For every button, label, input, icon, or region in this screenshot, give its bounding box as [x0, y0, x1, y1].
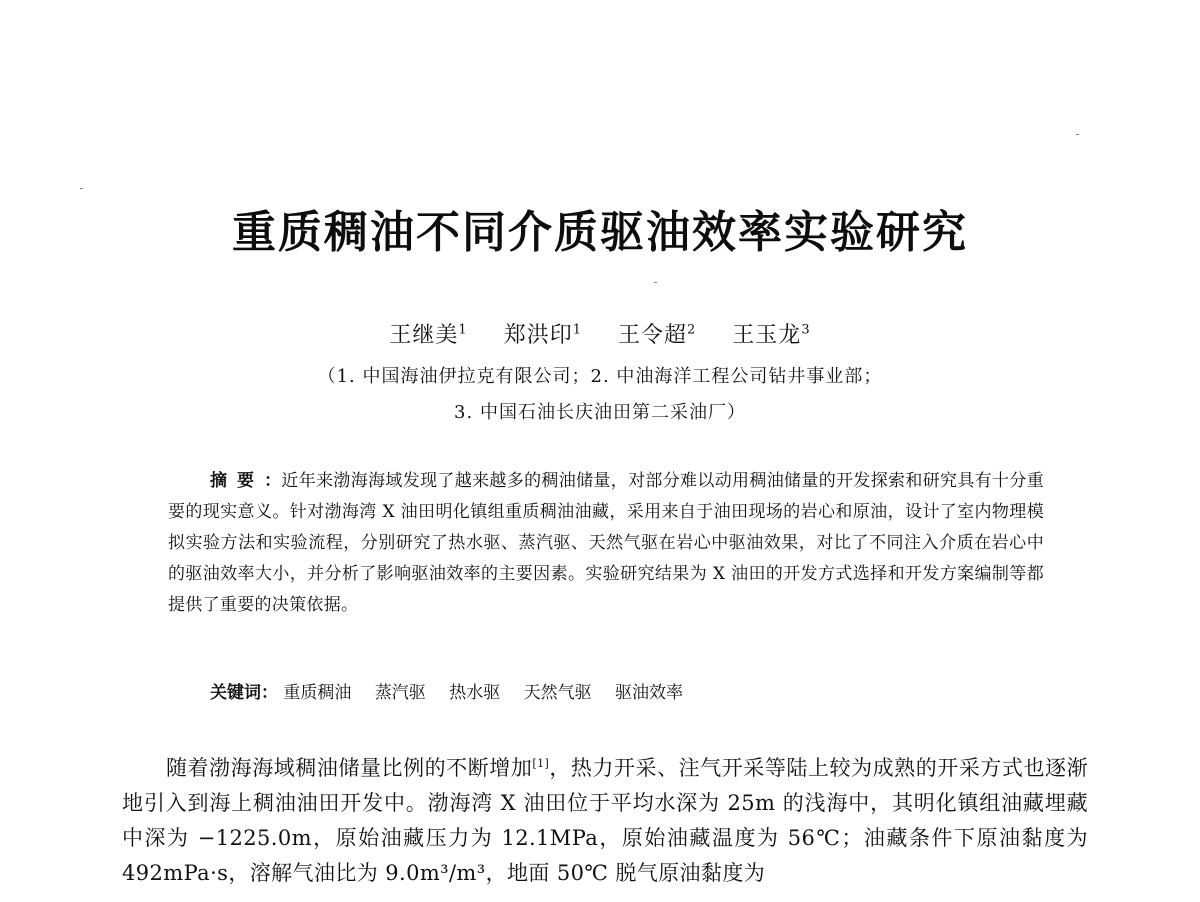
author: 王玉龙$^3$: [732, 322, 811, 348]
body-paragraph: [122, 746, 1088, 891]
keyword: 重质稠油: [283, 683, 352, 703]
author: 王继美$^1$: [389, 322, 468, 348]
author: 王令超$^2$: [618, 322, 697, 348]
keywords-label: 关键词：: [210, 683, 278, 703]
keyword: 驱油效率: [615, 683, 684, 703]
paper-title: 重质稠油不同介质驱油效率实验研究: [232, 207, 968, 258]
scan-speck: [1076, 134, 1079, 135]
keyword: 热水驱: [449, 683, 501, 703]
keyword: 天然气驱: [523, 683, 592, 703]
scan-speck: [80, 188, 83, 189]
body-text-a: 随着渤海海域稠油储量比例的不断增加: [166, 756, 533, 780]
keywords: [210, 678, 701, 703]
abstract: [168, 466, 1044, 621]
affiliation-line-1: （1. 中国海油伊拉克有限公司；2. 中油海洋工程公司钻井事业部；: [317, 366, 883, 387]
abstract-label-colon: ：: [264, 471, 282, 491]
author: 郑洪印$^1$: [503, 322, 582, 348]
citation-ref: [1]: [532, 757, 550, 770]
author-list: [0, 318, 1200, 349]
abstract-label: 摘要: [210, 471, 265, 491]
keyword: 蒸汽驱: [374, 683, 426, 703]
abstract-text: 近年来渤海海域发现了越来越多的稠油储量，对部分难以动用稠油储量的开发探索和研究具有十分重要的现实意义。针对渤海湾 X 油田明化镇组重质稠油油藏，采用来自于油田现场的岩心和原油，设计了室内物理模拟实验方法和实验流程，分别研究了热水驱、蒸汽驱、天然气驱在岩心中驱油效果，对比了不同注入介质在岩心中的驱油效率大小，并分析了影响驱油效率的主要因素。实验研究结果为 X 油田的开发方式选择和开发方案编制等都提供了重要的决策依据。: [168, 471, 1045, 615]
body-text-b: ，热力开采、注气开采等陆上较为成熟的开采方式也逐渐地引入到海上稠油油田开发中。渤海湾 X 油田位于平均水深为 25m 的浅海中，其明化镇组油藏埋藏中深为 −1225.0m，原始油藏压力为 12.1MPa，原始油藏温度为 56℃；油藏条件下原油黏度为 492mPa·s，溶解气油比为 9.0m³/m³，地面 50℃ 脱气原油黏度为: [122, 756, 1088, 885]
scan-speck: [654, 282, 657, 283]
affiliation-line-2: 3. 中国石油长庆油田第二采油厂）: [454, 402, 746, 423]
